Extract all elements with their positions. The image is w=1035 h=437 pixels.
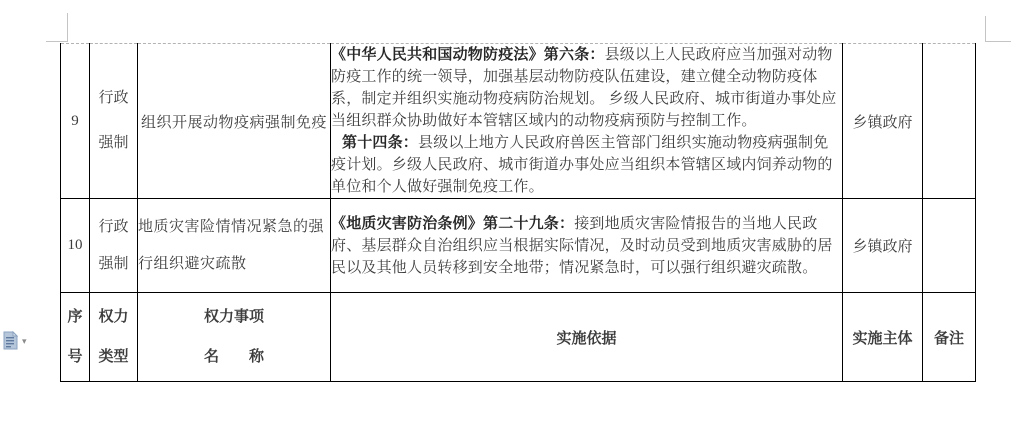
header-note <box>923 293 976 382</box>
header-power-type <box>90 293 138 382</box>
crop-mark-top-left-vertical <box>67 13 68 41</box>
power-type-line: 行政 <box>98 218 129 235</box>
header-line: 备注 <box>933 329 964 347</box>
power-name-text: 地质灾害险情情况紧急的强行组织避灾疏散 <box>138 218 325 272</box>
header-legal-basis <box>331 293 843 382</box>
cell-row10-legal-basis <box>331 199 843 293</box>
cell-row10-number <box>61 199 90 293</box>
subject-text: 乡镇政府 <box>852 114 913 131</box>
legal-basis-paragraph <box>331 44 842 132</box>
cell-row9-legal-basis <box>331 44 843 199</box>
header-line: 权力事项 <box>203 308 264 325</box>
header-line: 实施主体 <box>852 329 913 347</box>
crop-mark-top-left-horizontal <box>46 41 68 42</box>
cell-row10-power-name <box>138 199 331 293</box>
margin-widget[interactable] <box>3 331 27 355</box>
row-number: 9 <box>71 112 79 129</box>
law-body-text: 县级以上人民政府应当加强对动物防疫工作的统一领导，加强基层动物防疫队伍建设，建立健全动物防疫体系，制定并组织实施动物疫病防治规划。 乡级人民政府、城市街道办事处应当组织群众协助做好本管辖区域内的动物疫病预防与控制工作。 <box>331 47 837 129</box>
law-citation: 《地质灾害防治条例》第二十九条： <box>331 215 575 232</box>
header-line: 号 <box>67 348 83 365</box>
cell-row10-note <box>923 199 976 293</box>
cell-row9-power-type <box>90 44 138 199</box>
power-type-line: 强制 <box>98 255 129 272</box>
powers-table <box>60 43 976 382</box>
legal-basis-paragraph <box>331 213 842 279</box>
header-line: 权力 <box>98 308 129 325</box>
cell-row10-power-type <box>90 199 138 293</box>
table-row <box>61 199 976 293</box>
header-line: 名 称 <box>203 348 264 365</box>
subject-text: 乡镇政府 <box>852 239 913 255</box>
document-icon[interactable] <box>3 331 18 355</box>
dropdown-caret-icon[interactable]: ▾ <box>22 337 27 347</box>
law-citation: 《中华人民共和国动物防疫法》第六条： <box>331 47 605 63</box>
cell-row9-power-name <box>138 44 331 199</box>
header-subject <box>843 293 923 382</box>
law-citation: 第十四条： <box>342 135 419 151</box>
power-type-line: 行政 <box>98 90 129 106</box>
cell-row10-subject <box>843 199 923 293</box>
header-line: 类型 <box>98 348 129 365</box>
header-line: 实施依据 <box>556 329 617 347</box>
crop-mark-top-right-horizontal <box>985 41 1011 42</box>
row-number: 10 <box>67 237 83 253</box>
power-type-line: 强制 <box>98 135 129 151</box>
header-number <box>61 293 90 382</box>
cell-row9-number <box>61 44 90 199</box>
table-row <box>61 44 976 199</box>
cell-row9-note <box>923 44 976 199</box>
law-body-text: 接到地质灾害险情报告的当地人民政府、基层群众自治组织应当根据实际情况，及时动员受到地质灾害威胁的居民以及其他人员转移到安全地带；情况紧急时，可以强行组织避灾疏散。 <box>331 215 833 276</box>
power-name-text: 组织开展动物疫病强制免疫 <box>140 114 327 131</box>
cell-row9-subject <box>843 44 923 199</box>
header-power-name <box>138 293 331 382</box>
legal-basis-paragraph <box>331 132 842 198</box>
law-body-text: 县级以上地方人民政府兽医主管部门组织实施动物疫病强制免疫计划。乡级人民政府、城市街道办事处应当组织本管辖区域内饲养动物的单位和个人做好强制免疫工作。 <box>331 135 833 195</box>
crop-mark-top-right-vertical <box>985 16 986 41</box>
table-header-row <box>61 293 976 382</box>
header-line: 序 <box>67 308 83 325</box>
